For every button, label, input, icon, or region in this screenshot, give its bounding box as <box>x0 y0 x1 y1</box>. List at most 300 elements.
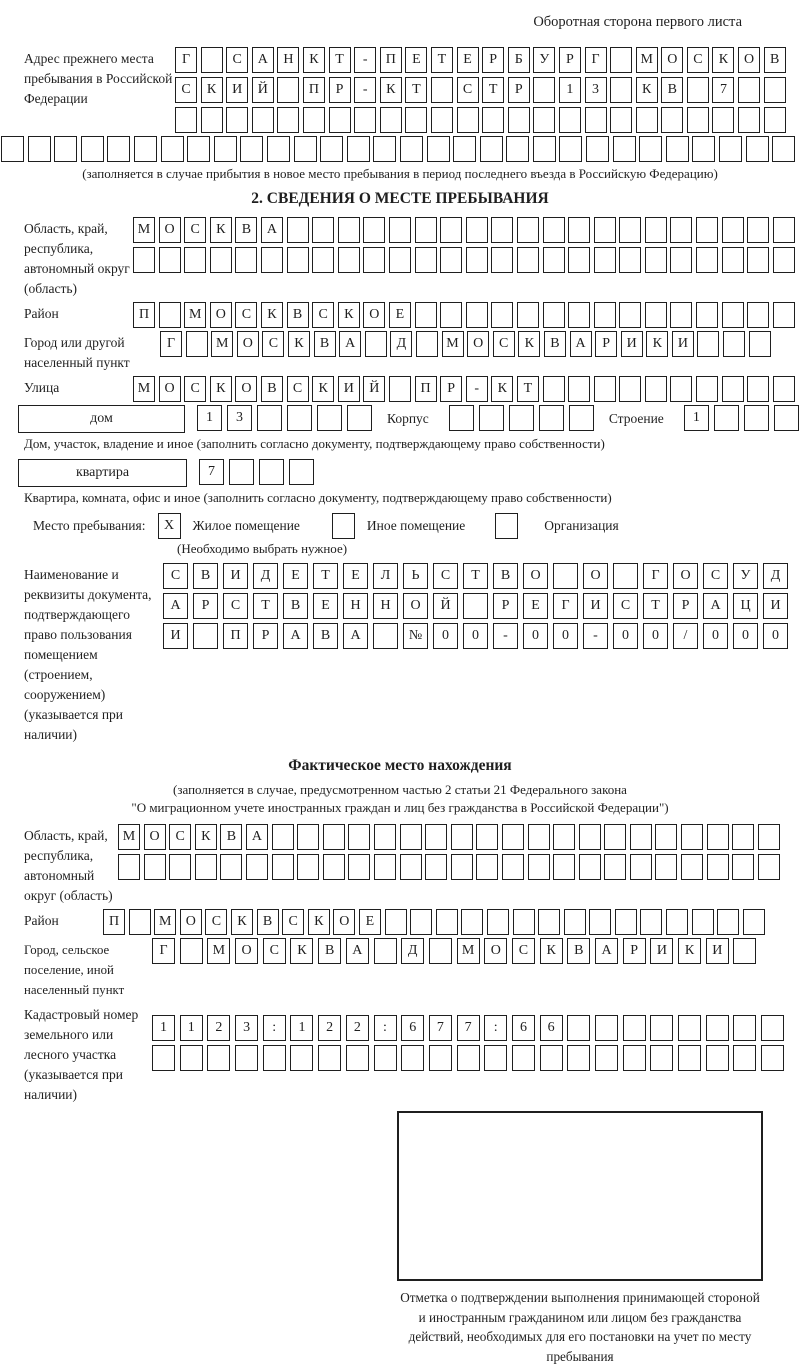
char-cell <box>528 824 550 850</box>
char-cell: К <box>261 302 283 328</box>
char-cell <box>543 247 565 273</box>
actual-district-block <box>24 909 800 935</box>
char-cell <box>681 824 703 850</box>
char-cell: К <box>518 331 540 357</box>
char-cell <box>650 1045 673 1071</box>
char-cell <box>389 247 411 273</box>
char-cell: : <box>263 1015 286 1041</box>
char-cell: М <box>211 331 233 357</box>
char-cell <box>400 854 422 880</box>
char-cell <box>764 107 786 133</box>
char-cell <box>630 854 652 880</box>
char-cell: К <box>712 47 734 73</box>
char-cell <box>348 854 370 880</box>
char-cell: О <box>484 938 507 964</box>
char-cell: В <box>764 47 786 73</box>
char-cell: Р <box>673 593 698 619</box>
char-cell <box>220 854 242 880</box>
char-cell <box>257 405 282 431</box>
char-cell: Р <box>440 376 462 402</box>
actual-location-title: Фактическое место нахождения <box>288 757 512 774</box>
char-cell <box>610 107 632 133</box>
char-cell <box>687 107 709 133</box>
char-cell: 7 <box>712 77 734 103</box>
actual-note-line2: "О миграционном учете иностранных граждан и лиц без гражданства в Российской Федерации") <box>131 800 669 815</box>
char-cell: - <box>354 77 376 103</box>
house-number-boxes <box>197 405 377 431</box>
char-cell <box>670 217 692 243</box>
char-cell <box>482 107 504 133</box>
char-cell <box>696 247 718 273</box>
char-cell <box>487 909 509 935</box>
actual-region-boxes-row2 <box>118 854 783 880</box>
char-cell: С <box>223 593 248 619</box>
stay-type-row <box>33 513 800 539</box>
document-boxes-row1 <box>163 563 793 589</box>
char-cell: В <box>235 217 257 243</box>
char-cell <box>463 593 488 619</box>
char-cell <box>401 1045 424 1071</box>
char-cell: О <box>180 909 202 935</box>
char-cell <box>54 136 77 162</box>
char-cell <box>235 247 257 273</box>
char-cell: Р <box>493 593 518 619</box>
char-cell: П <box>133 302 155 328</box>
char-cell: О <box>467 331 489 357</box>
actual-city-label: Город, сельское поселение, иной населенный пункт <box>24 943 125 997</box>
char-cell: К <box>210 217 232 243</box>
char-cell <box>594 376 616 402</box>
organization-label: Организация <box>544 518 619 533</box>
char-cell <box>604 824 626 850</box>
char-cell: К <box>303 47 325 73</box>
char-cell <box>761 1045 784 1071</box>
char-cell <box>152 1045 175 1071</box>
char-cell <box>338 217 360 243</box>
char-cell <box>466 217 488 243</box>
char-cell: 1 <box>684 405 709 431</box>
char-cell: Т <box>643 593 668 619</box>
char-cell <box>594 217 616 243</box>
char-cell <box>476 854 498 880</box>
char-cell: 7 <box>199 459 224 485</box>
char-cell: О <box>403 593 428 619</box>
char-cell: М <box>133 217 155 243</box>
district-label: Район <box>24 306 59 321</box>
char-cell: Т <box>405 77 427 103</box>
char-cell <box>506 136 529 162</box>
char-cell <box>645 247 667 273</box>
char-cell: С <box>433 563 458 589</box>
char-cell <box>186 331 208 357</box>
char-cell: С <box>687 47 709 73</box>
char-cell <box>287 217 309 243</box>
char-cell <box>747 302 769 328</box>
char-cell: О <box>661 47 683 73</box>
char-cell <box>553 824 575 850</box>
char-cell <box>678 1015 701 1041</box>
char-cell <box>440 217 462 243</box>
char-cell: : <box>374 1015 397 1041</box>
actual-region-block <box>24 824 800 906</box>
char-cell: 0 <box>643 623 668 649</box>
char-cell <box>374 1045 397 1071</box>
char-cell: С <box>512 938 535 964</box>
char-cell <box>553 563 578 589</box>
cadastre-block <box>24 1003 800 1105</box>
char-cell: 6 <box>512 1015 535 1041</box>
char-cell <box>502 854 524 880</box>
char-cell: - <box>493 623 518 649</box>
char-cell <box>28 136 51 162</box>
char-cell: Т <box>463 563 488 589</box>
char-cell <box>214 136 237 162</box>
char-cell: Р <box>559 47 581 73</box>
char-cell <box>159 247 181 273</box>
char-cell <box>312 247 334 273</box>
char-cell: С <box>287 376 309 402</box>
char-cell <box>604 854 626 880</box>
char-cell <box>512 1045 535 1071</box>
char-cell: К <box>380 77 402 103</box>
char-cell <box>706 1045 729 1071</box>
char-cell <box>738 77 760 103</box>
char-cell <box>764 77 786 103</box>
char-cell: Г <box>175 47 197 73</box>
char-cell: И <box>706 938 729 964</box>
char-cell: 0 <box>523 623 548 649</box>
char-cell: Р <box>508 77 530 103</box>
stroenie-label: Строение <box>608 411 664 426</box>
char-cell: О <box>523 563 548 589</box>
char-cell: Е <box>389 302 411 328</box>
char-cell <box>400 136 423 162</box>
char-cell <box>615 909 637 935</box>
char-cell <box>623 1045 646 1071</box>
char-cell <box>645 302 667 328</box>
char-cell: Т <box>329 47 351 73</box>
char-cell <box>773 302 795 328</box>
char-cell <box>678 1045 701 1071</box>
char-cell: М <box>442 331 464 357</box>
char-cell: 1 <box>152 1015 175 1041</box>
char-cell: Н <box>277 47 299 73</box>
char-cell: С <box>282 909 304 935</box>
char-cell: 0 <box>763 623 788 649</box>
char-cell: 6 <box>540 1015 563 1041</box>
district-block <box>24 302 800 328</box>
char-cell <box>405 107 427 133</box>
stamp-note: Отметка о подтверждении выполнения принимающей стороной и иностранным гражданином или лицом без гражданства действий, необходимых для его постановки на учет по месту пребывания <box>400 1290 760 1364</box>
char-cell: Р <box>623 938 646 964</box>
char-cell: 3 <box>585 77 607 103</box>
char-cell: Е <box>359 909 381 935</box>
char-cell <box>670 376 692 402</box>
char-cell <box>509 405 534 431</box>
char-cell <box>385 909 407 935</box>
char-cell <box>180 938 203 964</box>
char-cell <box>707 854 729 880</box>
char-cell <box>118 854 140 880</box>
char-cell: Б <box>508 47 530 73</box>
char-cell <box>543 376 565 402</box>
apartment-row <box>18 459 800 487</box>
char-cell <box>129 909 151 935</box>
char-cell <box>297 854 319 880</box>
char-cell <box>193 623 218 649</box>
char-cell: - <box>583 623 608 649</box>
char-cell <box>277 77 299 103</box>
char-cell <box>263 1045 286 1071</box>
char-cell <box>645 376 667 402</box>
char-cell <box>743 909 765 935</box>
char-cell: - <box>466 376 488 402</box>
char-cell: В <box>193 563 218 589</box>
char-cell <box>538 909 560 935</box>
char-cell: М <box>207 938 230 964</box>
char-cell <box>719 136 742 162</box>
char-cell <box>389 376 411 402</box>
char-cell: Л <box>373 563 398 589</box>
char-cell <box>772 136 795 162</box>
char-cell: О <box>363 302 385 328</box>
char-cell <box>261 247 283 273</box>
char-cell: 1 <box>290 1015 313 1041</box>
char-cell <box>586 136 609 162</box>
actual-district-label: Район <box>24 913 59 928</box>
char-cell <box>774 405 799 431</box>
char-cell <box>639 136 662 162</box>
char-cell: Н <box>373 593 398 619</box>
char-cell <box>696 302 718 328</box>
char-cell: Й <box>363 376 385 402</box>
char-cell <box>229 459 254 485</box>
document-label: Наименование и реквизиты документа, подтверждающего право пользования помещением (строением, сооружением) (указывается при наличии) <box>24 567 152 742</box>
char-cell <box>289 459 314 485</box>
char-cell: - <box>354 47 376 73</box>
stay-type-label: Место пребывания: <box>33 518 146 533</box>
char-cell <box>714 405 739 431</box>
char-cell <box>429 1045 452 1071</box>
char-cell: У <box>533 47 555 73</box>
char-cell: И <box>763 593 788 619</box>
char-cell: К <box>312 376 334 402</box>
char-cell: А <box>339 331 361 357</box>
char-cell <box>733 1015 756 1041</box>
char-cell: А <box>703 593 728 619</box>
char-cell <box>440 302 462 328</box>
char-cell <box>431 107 453 133</box>
char-cell <box>513 909 535 935</box>
char-cell: 1 <box>180 1015 203 1041</box>
char-cell <box>623 1015 646 1041</box>
char-cell <box>655 824 677 850</box>
char-cell <box>201 47 223 73</box>
char-cell <box>723 331 745 357</box>
char-cell <box>722 376 744 402</box>
region-block <box>24 217 800 299</box>
char-cell: П <box>303 77 325 103</box>
char-cell: С <box>205 909 227 935</box>
house-label-box: дом <box>18 405 185 433</box>
char-cell: М <box>118 824 140 850</box>
cadastre-boxes-row1 <box>152 1015 789 1041</box>
char-cell <box>287 405 312 431</box>
char-cell: А <box>163 593 188 619</box>
char-cell: И <box>223 563 248 589</box>
char-cell <box>81 136 104 162</box>
district-boxes <box>133 302 798 328</box>
char-cell <box>461 909 483 935</box>
char-cell <box>681 854 703 880</box>
char-cell: О <box>210 302 232 328</box>
char-cell <box>568 247 590 273</box>
char-cell <box>645 217 667 243</box>
char-cell <box>348 824 370 850</box>
char-cell: Р <box>329 77 351 103</box>
char-cell: № <box>403 623 428 649</box>
char-cell <box>722 247 744 273</box>
char-cell <box>758 854 780 880</box>
char-cell: К <box>231 909 253 935</box>
char-cell <box>323 824 345 850</box>
char-cell <box>533 77 555 103</box>
char-cell: С <box>262 331 284 357</box>
document-boxes-row2 <box>163 593 793 619</box>
char-cell: 0 <box>703 623 728 649</box>
char-cell <box>568 376 590 402</box>
char-cell: А <box>252 47 274 73</box>
char-cell <box>259 459 284 485</box>
char-cell <box>252 107 274 133</box>
char-cell <box>613 136 636 162</box>
prev-address-boxes-row2 <box>175 77 789 103</box>
char-cell <box>610 77 632 103</box>
char-cell <box>738 107 760 133</box>
char-cell <box>457 107 479 133</box>
korpus-boxes <box>449 405 599 431</box>
char-cell <box>159 302 181 328</box>
char-cell: О <box>235 376 257 402</box>
char-cell <box>543 217 565 243</box>
prev-address-extra-row <box>1 136 800 162</box>
house-row <box>18 405 800 433</box>
char-cell <box>732 854 754 880</box>
street-block <box>24 376 800 402</box>
char-cell: И <box>672 331 694 357</box>
region-boxes-row2 <box>133 247 798 273</box>
cadastre-label: Кадастровый номер земельного или лесного участка (указывается при наличии) <box>24 1007 139 1102</box>
char-cell: Г <box>152 938 175 964</box>
char-cell: У <box>733 563 758 589</box>
region-boxes-row1 <box>133 217 798 243</box>
char-cell: Д <box>763 563 788 589</box>
char-cell <box>666 136 689 162</box>
char-cell <box>650 1015 673 1041</box>
char-cell: Р <box>193 593 218 619</box>
char-cell <box>491 217 513 243</box>
char-cell <box>320 136 343 162</box>
char-cell <box>429 938 452 964</box>
char-cell: К <box>491 376 513 402</box>
char-cell: 1 <box>559 77 581 103</box>
char-cell: 2 <box>207 1015 230 1041</box>
char-cell <box>427 136 450 162</box>
char-cell: К <box>195 824 217 850</box>
char-cell <box>354 107 376 133</box>
char-cell: К <box>646 331 668 357</box>
char-cell <box>144 854 166 880</box>
char-cell <box>329 107 351 133</box>
char-cell: Г <box>553 593 578 619</box>
other-premises-checkbox <box>332 513 355 539</box>
char-cell <box>589 909 611 935</box>
char-cell: К <box>540 938 563 964</box>
char-cell: К <box>308 909 330 935</box>
char-cell <box>559 136 582 162</box>
char-cell: О <box>159 376 181 402</box>
char-cell <box>666 909 688 935</box>
char-cell <box>457 1045 480 1071</box>
char-cell: В <box>261 376 283 402</box>
char-cell <box>346 1045 369 1071</box>
char-cell: Е <box>523 593 548 619</box>
char-cell: 7 <box>429 1015 452 1041</box>
char-cell: Т <box>313 563 338 589</box>
char-cell: К <box>210 376 232 402</box>
char-cell <box>466 247 488 273</box>
char-cell: С <box>312 302 334 328</box>
char-cell: В <box>567 938 590 964</box>
char-cell <box>133 247 155 273</box>
char-cell <box>533 136 556 162</box>
char-cell <box>272 824 294 850</box>
char-cell <box>585 107 607 133</box>
city-label: Город или другой населенный пункт <box>24 335 130 370</box>
char-cell <box>661 107 683 133</box>
char-cell: Й <box>252 77 274 103</box>
char-cell: А <box>261 217 283 243</box>
char-cell <box>226 107 248 133</box>
char-cell <box>187 136 210 162</box>
char-cell: В <box>257 909 279 935</box>
other-premises-label: Иное помещение <box>366 518 466 533</box>
char-cell <box>389 217 411 243</box>
char-cell <box>733 1045 756 1071</box>
char-cell <box>440 247 462 273</box>
char-cell <box>180 1045 203 1071</box>
char-cell <box>318 1045 341 1071</box>
char-cell <box>479 405 504 431</box>
char-cell <box>747 217 769 243</box>
street-boxes <box>133 376 798 402</box>
stamp-area <box>397 1111 763 1366</box>
char-cell <box>619 302 641 328</box>
char-cell <box>363 217 385 243</box>
char-cell <box>195 854 217 880</box>
char-cell <box>630 824 652 850</box>
char-cell <box>619 376 641 402</box>
char-cell: С <box>703 563 728 589</box>
char-cell: О <box>144 824 166 850</box>
char-cell <box>451 824 473 850</box>
char-cell: В <box>283 593 308 619</box>
char-cell: М <box>154 909 176 935</box>
char-cell <box>436 909 458 935</box>
char-cell <box>287 247 309 273</box>
char-cell <box>235 1045 258 1071</box>
actual-region-label: Область, край, республика, автономный округ (область) <box>24 828 113 903</box>
